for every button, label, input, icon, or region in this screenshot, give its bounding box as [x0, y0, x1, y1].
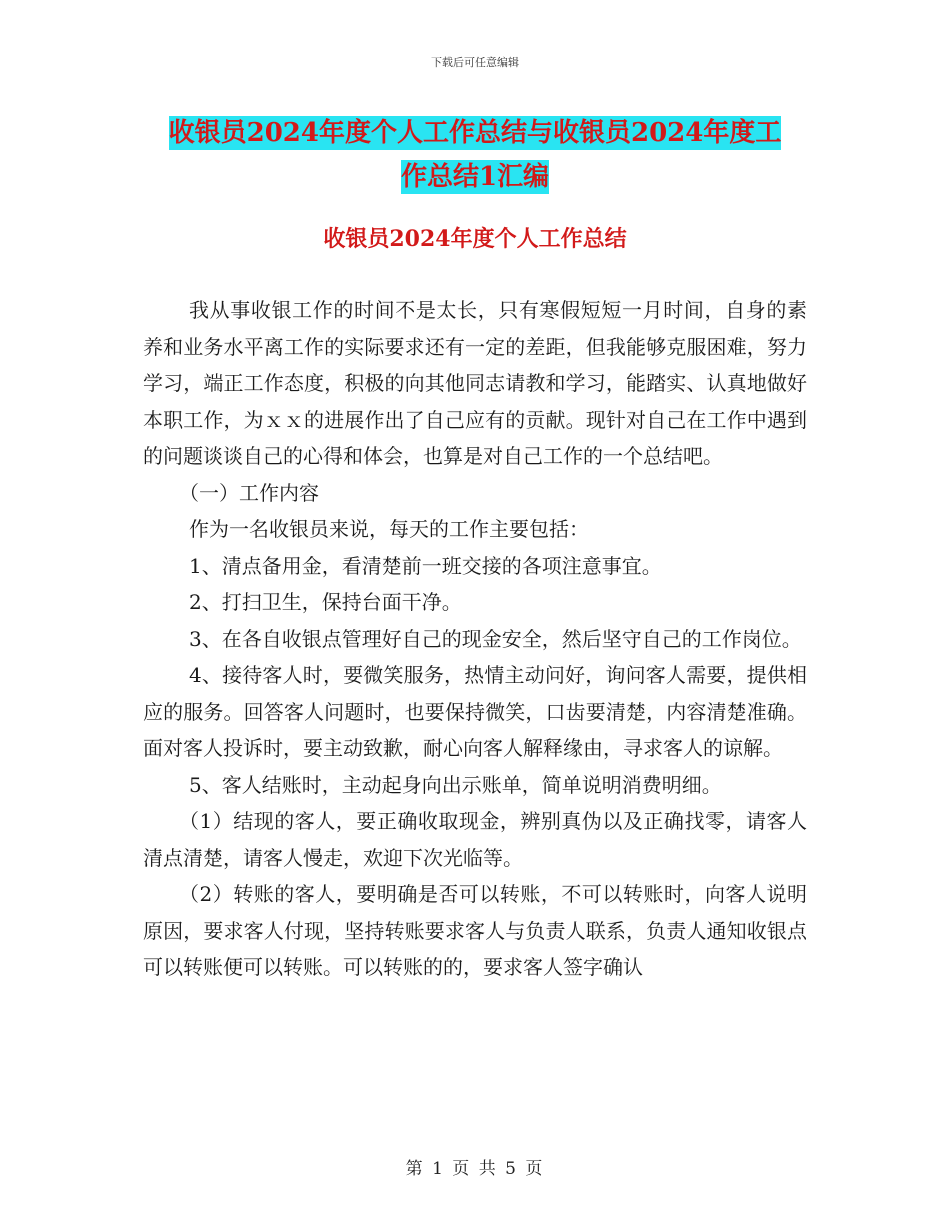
- paragraph-intro: 我从事收银工作的时间不是太长，只有寒假短短一月时间，自身的素养和业务水平离工作的实际要求还有一定的差距，但我能够克服困难，努力学习，端正工作态度，积极的向其他同志请教和学习，能踏实、认真地做好本职工作，为ｘｘ的进展作出了自己应有的贡献。现针对自己在工作中遇到的问题谈谈自己的心得和体会，也算是对自己工作的一个总结吧。: [143, 298, 807, 468]
- document-title-line-1: 收银员2024年度个人工作总结与收银员2024年度工: [168, 118, 782, 148]
- list-item-3: 3、在各自收银点管理好自己的现金安全，然后坚守自己的工作岗位。: [189, 626, 802, 651]
- sub-item-2: （2）转账的客人，要明确是否可以转账，不可以转账时，向客人说明原因，要求客人付现，坚持转账要求客人与负责人联系，负责人通知收银点可以转账便可以转账。可以转账的的，要求客人签字确认: [143, 882, 807, 979]
- header-note: 下载后可任意编辑: [431, 56, 519, 69]
- list-item-5: 5、客人结账时，主动起身向出示账单，简单说明消费明细。: [189, 772, 722, 797]
- paragraph-heading-work-content: （一）工作内容: [179, 480, 319, 505]
- document-body: [143, 292, 807, 986]
- page-footer: 第 1 页 共 5 页: [405, 1159, 545, 1179]
- list-item-4: 4、接待客人时，要微笑服务，热情主动问好，询问客人需要，提供相应的服务。回答客人问题时，也要保持微笑，口齿要清楚，内容清楚准确。面对客人投诉时，要主动致歉，耐心向客人解释缘由，寻求客人的谅解。: [143, 663, 807, 760]
- list-item-2: 2、打扫卫生，保持台面干净。: [189, 590, 462, 614]
- paragraph-daily-work: 作为一名收银员来说，每天的工作主要包括：: [189, 517, 589, 541]
- document-title-line-2: 作总结1汇编: [400, 162, 550, 192]
- section-title: 收银员2024年度个人工作总结: [323, 226, 627, 252]
- sub-item-1: （1）结现的客人，要正确收取现金，辨别真伪以及正确找零，请客人清点清楚，请客人慢走，欢迎下次光临等。: [143, 809, 807, 870]
- list-item-1: 1、清点备用金，看清楚前一班交接的各项注意事宜。: [189, 553, 662, 578]
